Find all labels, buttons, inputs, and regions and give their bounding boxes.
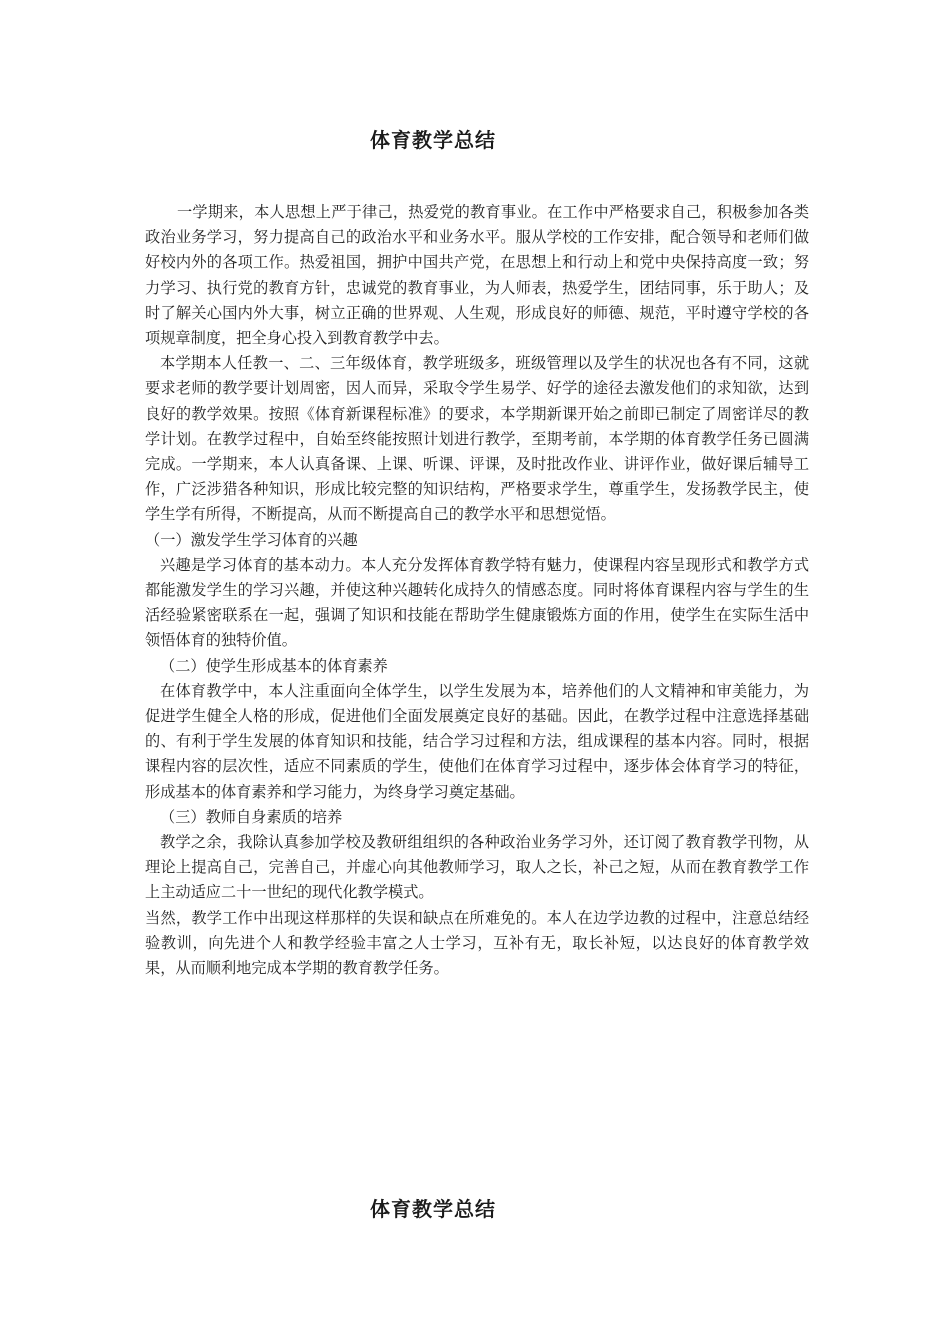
paragraph-conclusion: 当然，教学工作中出现这样那样的失误和缺点在所难免的。本人在边学边教的过程中，注意总结经验教训，向先进个人和教学经验丰富之人士学习，互补有无，取长补短，以达良好的体育教学效果，从而顺利地完成本学期的教育教学任务。 (145, 908, 809, 978)
next-page-title: 体育教学总结 (370, 1197, 496, 1221)
paragraph-intro: 一学期来，本人思想上严于律己，热爱党的教育事业。在工作中严格要求自己，积极参加各类政治业务学习，努力提高自己的政治水平和业务水平。服从学校的工作安排，配合领导和老师们做好校内外的各项工作。热爱祖国，拥护中国共产党，在思想上和行动上和党中央保持高度一致；努力学习、执行党的教育方针，忠诚党的教育事业，为人师表，热爱学生，团结同事，乐于助人；及时了解关心国内外大事，树立正确的世界观、人生观，形成良好的师德、规范，平时遵守学校的各项规章制度，把全身心投入到教育教学中去。 (145, 203, 809, 348)
section-heading-3: （三）教师自身素质的培养 (160, 807, 343, 826)
paragraph-teaching: 本学期本人任教一、二、三年级体育，教学班级多，班级管理以及学生的状况也各有不同，这就要求老师的教学要计划周密，因人而异，采取令学生易学、好学的途径去激发他们的求知欲，达到良好的教学效果。按照《体育新课程标准》的要求，本学期新课开始之前即已制定了周密详尽的教学计划。在教学过程中，自始至终能按照计划进行教学，至期考前，本学期的体育教学任务已圆满完成。一学期来，本人认真备课、上课、听课、评课，及时批改作业、讲评作业，做好课后辅导工作，广泛涉猎各种知识，形成比较完整的知识结构，严格要求学生，尊重学生，发扬教学民主，使学生学有所得，不断提高，从而不断提高自己的教学水平和思想觉悟。 (145, 354, 809, 524)
page-title: 体育教学总结 (370, 128, 496, 152)
paragraph-self-improvement: 教学之余，我除认真参加学校及教研组组织的各种政治业务学习外，还订阅了教育教学刊物，从理论上提高自己，完善自己，并虚心向其他教师学习，取人之长，补己之短，从而在教育教学工作上主动适应二十一世纪的现代化教学模式。 (145, 833, 809, 902)
paragraph-interest: 兴趣是学习体育的基本动力。本人充分发挥体育教学特有魅力，使课程内容呈现形式和教学方式都能激发学生的学习兴趣，并使这种兴趣转化成持久的情感态度。同时将体育课程内容与学生的生活经验紧密联系在一起，强调了知识和技能在帮助学生健康锻炼方面的作用，使学生在实际生活中领悟体育的独特价值。 (145, 555, 809, 650)
paragraph-literacy: 在体育教学中，本人注重面向全体学生，以学生发展为本，培养他们的人文精神和审美能力，为促进学生健全人格的形成，促进他们全面发展奠定良好的基础。因此，在教学过程中注意选择基础的、有利于学生发展的体育知识和技能，结合学习过程和方法，组成课程的基本内容。同时，根据课程内容的层次性，适应不同素质的学生，使他们在体育学习过程中，逐步体会体育学习的特征，形成基本的体育素养和学习能力，为终身学习奠定基础。 (145, 681, 809, 801)
document-body (145, 200, 809, 981)
section-heading-2: （二）使学生形成基本的体育素养 (160, 656, 388, 675)
section-heading-1: （一）激发学生学习体育的兴趣 (145, 530, 358, 549)
